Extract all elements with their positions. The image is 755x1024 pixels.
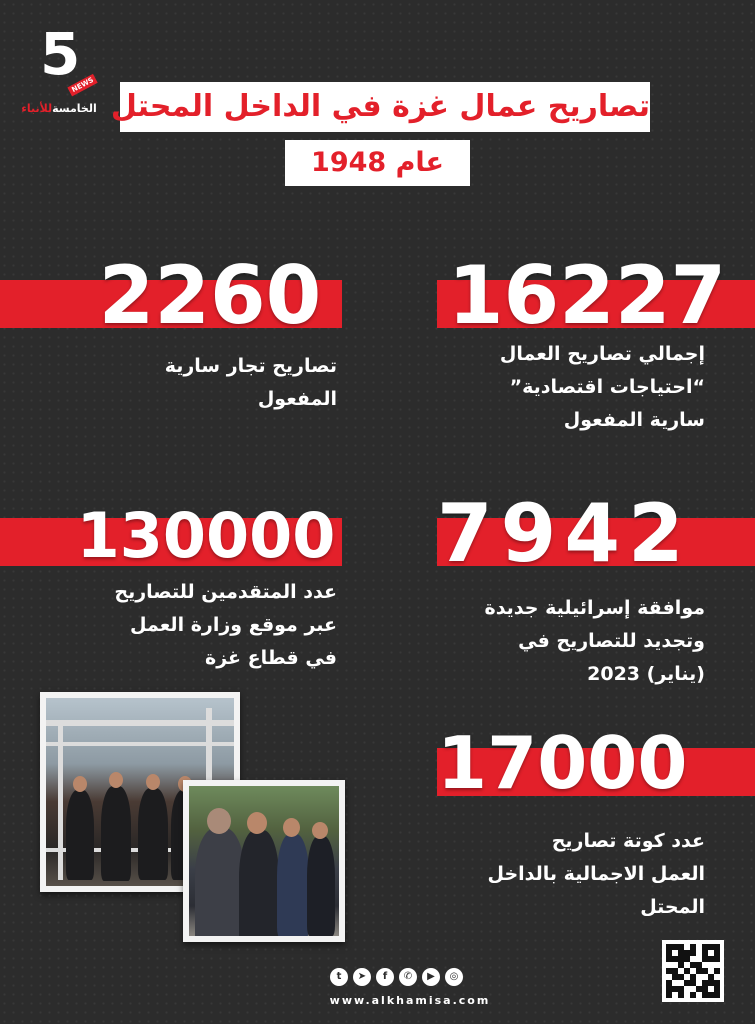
logo-digit: 5 [40,20,81,88]
qr-grid [666,944,720,998]
photo-workers-queue [183,780,345,942]
facebook-icon[interactable]: f [376,968,394,986]
youtube-icon[interactable]: ▶ [422,968,440,986]
whatsapp-icon[interactable]: ✆ [399,968,417,986]
stat-value-quota: 17000 [437,721,688,805]
brand-logo [18,22,100,122]
stat-desc-traders: تصاريح تجار سارية المفعول [164,355,337,410]
page-subtitle: عام 1948 [285,140,470,186]
stat-desc-applicants: عدد المتقدمين للتصاريح عبر موقع وزارة العمل في قطاع غزة [114,581,337,669]
stat-desc-approvals: موافقة إسرائيلية جديدة وتجديد للتصاريح في (يناير) 2023 [484,597,705,685]
social-links [330,968,463,986]
stat-value-traders: 2260 [98,249,322,342]
logo-name: الخامسةللأنباء [21,102,97,115]
stat-desc-quota: عدد كوتة تصاريح العمل الاجمالية بالداخل المحتل [487,830,705,918]
stat-value-approvals: 7942 [437,487,692,580]
page-title: تصاريح عمال غزة في الداخل المحتل [120,82,650,132]
twitter-icon[interactable]: t [330,968,348,986]
qr-cell [690,992,696,998]
qr-cell [678,992,684,998]
qr-code[interactable] [662,940,724,1002]
stat-desc-workers: إجمالي تصاريح العمال “احتياجات اقتصادية” سارية المفعول [499,343,705,431]
qr-cell [684,992,690,998]
website-link[interactable]: www.alkhamisa.com [329,994,491,1007]
logo-news-badge: NEWS [67,74,98,97]
stat-value-applicants: 130000 [76,499,336,572]
qr-cell [696,992,702,998]
qr-cell [666,992,672,998]
qr-cell [702,992,708,998]
stat-value-workers: 16227 [447,249,727,342]
qr-cell [708,992,714,998]
telegram-icon[interactable]: ➤ [353,968,371,986]
instagram-icon[interactable]: ◎ [445,968,463,986]
qr-cell [714,992,720,998]
qr-cell [672,992,678,998]
